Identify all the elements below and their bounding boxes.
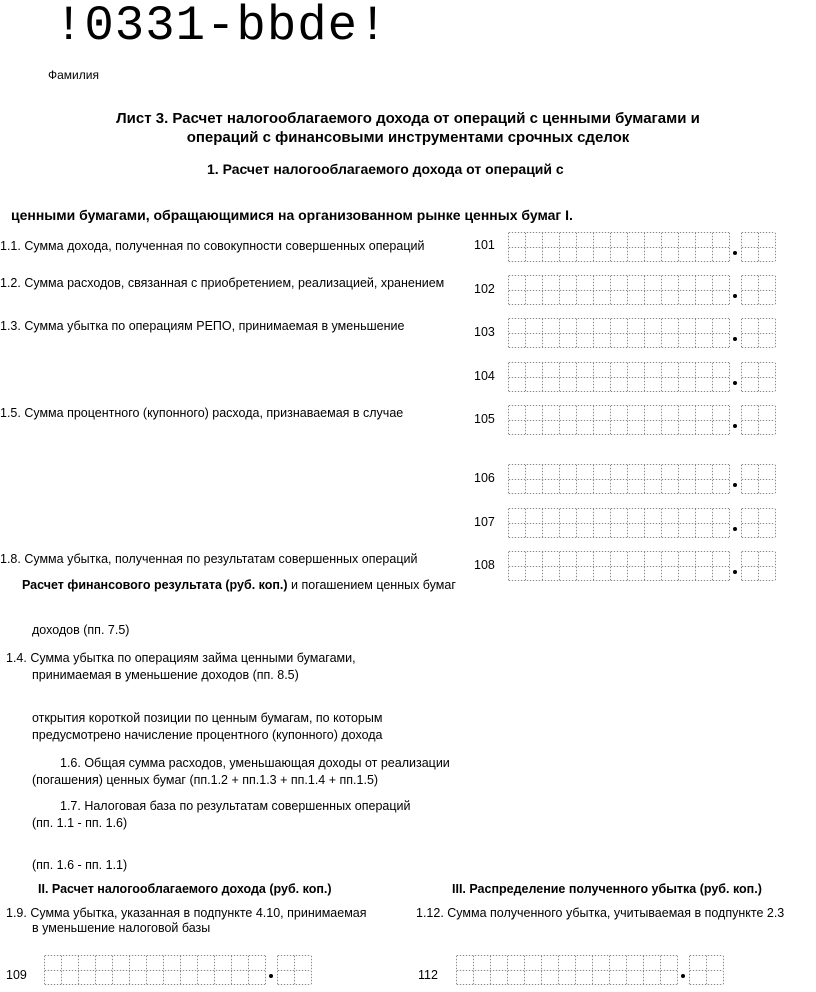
cell-border: [231, 955, 232, 985]
cell-border: [741, 464, 742, 494]
cell-border: [627, 362, 628, 392]
cell-border: [678, 362, 679, 392]
cell-border: [559, 318, 560, 348]
decimal-separator-dot: [681, 974, 685, 978]
cell-border: [524, 955, 525, 985]
decimal-separator-dot: [733, 381, 737, 385]
section2-title: II. Расчет налогооблагаемого дохода (руб. коп.): [38, 882, 332, 896]
cell-border: [758, 464, 759, 494]
cell-border: [593, 362, 594, 392]
financial-result-heading: [22, 577, 456, 594]
field-106[interactable]: [508, 464, 775, 494]
cell-border: [180, 955, 181, 985]
cell-border: [723, 955, 724, 985]
cell-border: [661, 551, 662, 581]
field-102[interactable]: [508, 275, 775, 305]
row-1-4-line1: 1.4. Сумма убытка по операциям займа ценными бумагами,: [6, 651, 356, 665]
cell-border: [163, 955, 164, 985]
cell-border: [741, 508, 742, 538]
cell-border: [661, 464, 662, 494]
cell-border: [610, 275, 611, 305]
section3-title: III. Распределение полученного убытка (руб. коп.): [452, 882, 762, 896]
cell-border: [695, 551, 696, 581]
row-1-3-label: 1.3. Сумма убытка по операциям РЕПО, принимаемая в уменьшение: [0, 319, 405, 333]
cell-border: [775, 464, 776, 494]
cell-border: [542, 508, 543, 538]
field-112[interactable]: [456, 955, 723, 985]
cell-border: [593, 232, 594, 262]
cell-border: [610, 232, 611, 262]
cell-border: [508, 275, 509, 305]
decimal-separator-dot: [733, 294, 737, 298]
cell-border: [559, 551, 560, 581]
cell-border: [741, 405, 742, 435]
financial-result-bold: Расчет финансового результата (руб. коп.): [22, 578, 288, 592]
decimal-separator-dot: [733, 251, 737, 255]
cell-border: [712, 464, 713, 494]
cell-border: [741, 275, 742, 305]
cell-border: [678, 405, 679, 435]
cell-border: [695, 464, 696, 494]
section1-title: 1. Расчет налогооблагаемого дохода от операций с: [207, 161, 564, 177]
code-101: 101: [474, 238, 495, 252]
cell-border: [609, 955, 610, 985]
cell-border: [610, 405, 611, 435]
cell-border: [644, 464, 645, 494]
cell-border: [678, 232, 679, 262]
cell-border: [712, 275, 713, 305]
cell-border: [729, 275, 730, 305]
cell-border: [473, 955, 474, 985]
cell-border: [129, 955, 130, 985]
cell-border: [729, 508, 730, 538]
cell-border: [729, 551, 730, 581]
cell-border: [541, 955, 542, 985]
cell-border: [525, 405, 526, 435]
field-101[interactable]: [508, 232, 775, 262]
cell-border: [576, 318, 577, 348]
cell-border: [661, 318, 662, 348]
cell-border: [729, 232, 730, 262]
cell-border: [508, 318, 509, 348]
row-1-9-line2: в уменьшение налоговой базы: [32, 921, 211, 935]
code-109: 109: [6, 968, 27, 982]
row-1-6-line2: (погашения) ценных бумаг (пп.1.2 + пп.1.3 + пп.1.4 + пп.1.5): [32, 773, 379, 787]
cell-border: [508, 405, 509, 435]
decimal-separator-dot: [733, 424, 737, 428]
cell-border: [661, 362, 662, 392]
cell-border: [695, 318, 696, 348]
row-1-8-label: 1.8. Сумма убытка, полученная по результатам совершенных операций: [0, 552, 418, 566]
cell-border: [627, 232, 628, 262]
cell-border: [758, 405, 759, 435]
cell-border: [729, 405, 730, 435]
cell-border: [741, 551, 742, 581]
cell-border: [593, 464, 594, 494]
cell-border: [677, 955, 678, 985]
row-1-1-label: 1.1. Сумма дохода, полученная по совокупности совершенных операций: [0, 239, 425, 253]
cell-border: [542, 405, 543, 435]
cell-border: [542, 551, 543, 581]
cell-border: [627, 551, 628, 581]
cell-border: [610, 508, 611, 538]
cell-border: [146, 955, 147, 985]
cell-border: [741, 232, 742, 262]
cell-border: [456, 955, 457, 985]
cell-border: [644, 232, 645, 262]
income-pp: доходов (пп. 7.5): [32, 623, 130, 637]
cell-border: [678, 551, 679, 581]
cell-border: [576, 405, 577, 435]
field-104[interactable]: [508, 362, 775, 392]
cell-border: [712, 508, 713, 538]
financial-result-rest: и погашением ценных бумаг: [287, 578, 456, 592]
short-position-line2: предусмотрено начисление процентного (купонного) дохода: [32, 728, 383, 742]
cell-border: [559, 362, 560, 392]
decimal-separator-dot: [733, 483, 737, 487]
cell-border: [558, 955, 559, 985]
cell-border: [775, 275, 776, 305]
row-1-7-line2: (пп. 1.1 - пп. 1.6): [32, 816, 128, 830]
row-1-6-line1: 1.6. Общая сумма расходов, уменьшающая доходы от реализации: [60, 756, 450, 770]
cell-border: [758, 508, 759, 538]
cell-border: [576, 508, 577, 538]
cell-border: [112, 955, 113, 985]
decimal-separator-dot: [733, 570, 737, 574]
cell-border: [775, 405, 776, 435]
decimal-separator-dot: [733, 527, 737, 531]
cell-border: [775, 508, 776, 538]
cell-border: [695, 275, 696, 305]
cell-border: [758, 232, 759, 262]
cell-border: [525, 318, 526, 348]
cell-border: [559, 275, 560, 305]
cell-border: [525, 362, 526, 392]
cell-border: [741, 318, 742, 348]
code-103: 103: [474, 325, 495, 339]
sheet-title-line1: Лист 3. Расчет налогооблагаемого дохода от операций с ценными бумагами и: [116, 110, 700, 127]
cell-border: [508, 232, 509, 262]
cell-border: [689, 955, 690, 985]
cell-border: [197, 955, 198, 985]
cell-border: [627, 508, 628, 538]
cell-border: [627, 405, 628, 435]
cell-border: [576, 551, 577, 581]
cell-border: [78, 955, 79, 985]
field-105[interactable]: [508, 405, 775, 435]
cell-border: [712, 405, 713, 435]
cell-border: [644, 508, 645, 538]
row-1-4-line2: принимаемая в уменьшение доходов (пп. 8.5): [32, 668, 299, 682]
cell-border: [712, 551, 713, 581]
cell-border: [729, 318, 730, 348]
cell-border: [95, 955, 96, 985]
code-108: 108: [474, 558, 495, 572]
cell-border: [661, 232, 662, 262]
cell-border: [741, 362, 742, 392]
cell-border: [265, 955, 266, 985]
cell-border: [508, 362, 509, 392]
decimal-separator-dot: [269, 974, 273, 978]
cell-border: [542, 275, 543, 305]
cell-border: [576, 362, 577, 392]
cell-border: [559, 405, 560, 435]
form-barcode: !0331-bbde!: [54, 0, 389, 54]
cell-border: [214, 955, 215, 985]
row-1-2-label: 1.2. Сумма расходов, связанная с приобретением, реализацией, хранением: [0, 276, 445, 290]
cell-border: [678, 508, 679, 538]
cell-border: [712, 232, 713, 262]
cell-border: [695, 405, 696, 435]
cell-border: [695, 508, 696, 538]
cell-border: [678, 318, 679, 348]
cell-border: [593, 405, 594, 435]
short-position-line1: открытия короткой позиции по ценным бумагам, по которым: [32, 711, 383, 725]
cell-border: [542, 232, 543, 262]
cell-border: [559, 232, 560, 262]
field-107[interactable]: [508, 508, 775, 538]
cell-border: [576, 464, 577, 494]
decimal-separator-dot: [733, 337, 737, 341]
cell-border: [542, 464, 543, 494]
cell-border: [729, 464, 730, 494]
cell-border: [775, 318, 776, 348]
code-104: 104: [474, 369, 495, 383]
cell-border: [626, 955, 627, 985]
cell-border: [712, 318, 713, 348]
cell-border: [660, 955, 661, 985]
cell-border: [576, 232, 577, 262]
cell-border: [593, 508, 594, 538]
cell-border: [525, 551, 526, 581]
code-107: 107: [474, 515, 495, 529]
cell-border: [507, 955, 508, 985]
row-1-9-line1: 1.9. Сумма убытка, указанная в подпункте 4.10, принимаемая: [6, 906, 367, 920]
cell-border: [729, 362, 730, 392]
cell-border: [678, 275, 679, 305]
cell-border: [490, 955, 491, 985]
row-1-8-formula: (пп. 1.6 - пп. 1.1): [32, 858, 128, 872]
cell-border: [277, 955, 278, 985]
cell-border: [525, 275, 526, 305]
cell-border: [542, 318, 543, 348]
cell-border: [627, 318, 628, 348]
code-105: 105: [474, 412, 495, 426]
row-1-7-line1: 1.7. Налоговая база по результатам совершенных операций: [60, 799, 411, 813]
cell-border: [661, 508, 662, 538]
cell-border: [775, 232, 776, 262]
cell-border: [593, 551, 594, 581]
cell-border: [758, 275, 759, 305]
cell-border: [610, 318, 611, 348]
cell-border: [610, 464, 611, 494]
cell-border: [712, 362, 713, 392]
code-112: 112: [418, 968, 438, 982]
cell-border: [525, 508, 526, 538]
cell-border: [294, 955, 295, 985]
cell-border: [44, 955, 45, 985]
cell-border: [695, 362, 696, 392]
row-1-5-label: 1.5. Сумма процентного (купонного) расхода, признаваемая в случае: [0, 406, 404, 420]
cell-border: [61, 955, 62, 985]
cell-border: [627, 464, 628, 494]
cell-border: [758, 551, 759, 581]
field-109[interactable]: [44, 955, 311, 985]
cell-border: [576, 275, 577, 305]
cell-border: [610, 362, 611, 392]
row-1-12-label: 1.12. Сумма полученного убытка, учитываемая в подпункте 2.3: [416, 906, 785, 920]
cell-border: [644, 551, 645, 581]
cell-border: [593, 275, 594, 305]
cell-border: [627, 275, 628, 305]
cell-border: [643, 955, 644, 985]
cell-border: [593, 318, 594, 348]
cell-border: [575, 955, 576, 985]
cell-border: [775, 551, 776, 581]
cell-border: [758, 362, 759, 392]
cell-border: [311, 955, 312, 985]
field-108[interactable]: [508, 551, 775, 581]
cell-border: [758, 318, 759, 348]
cell-border: [678, 464, 679, 494]
cell-border: [248, 955, 249, 985]
cell-border: [559, 508, 560, 538]
cell-border: [508, 464, 509, 494]
cell-border: [661, 405, 662, 435]
cell-border: [706, 955, 707, 985]
cell-border: [610, 551, 611, 581]
sheet-title-line2: операций с финансовыми инструментами срочных сделок: [186, 129, 630, 146]
cell-border: [644, 318, 645, 348]
cell-border: [775, 362, 776, 392]
cell-border: [644, 275, 645, 305]
cell-border: [508, 551, 509, 581]
cell-border: [559, 464, 560, 494]
cell-border: [644, 405, 645, 435]
cell-border: [525, 464, 526, 494]
cell-border: [592, 955, 593, 985]
cell-border: [525, 232, 526, 262]
surname-label: Фамилия: [48, 68, 99, 82]
cell-border: [695, 232, 696, 262]
cell-border: [542, 362, 543, 392]
cell-border: [508, 508, 509, 538]
code-106: 106: [474, 471, 495, 485]
cell-border: [644, 362, 645, 392]
section1-subtitle: ценными бумагами, обращающимися на организованном рынке ценных бумаг I.: [11, 207, 573, 223]
cell-border: [661, 275, 662, 305]
field-103[interactable]: [508, 318, 775, 348]
code-102: 102: [474, 282, 495, 296]
